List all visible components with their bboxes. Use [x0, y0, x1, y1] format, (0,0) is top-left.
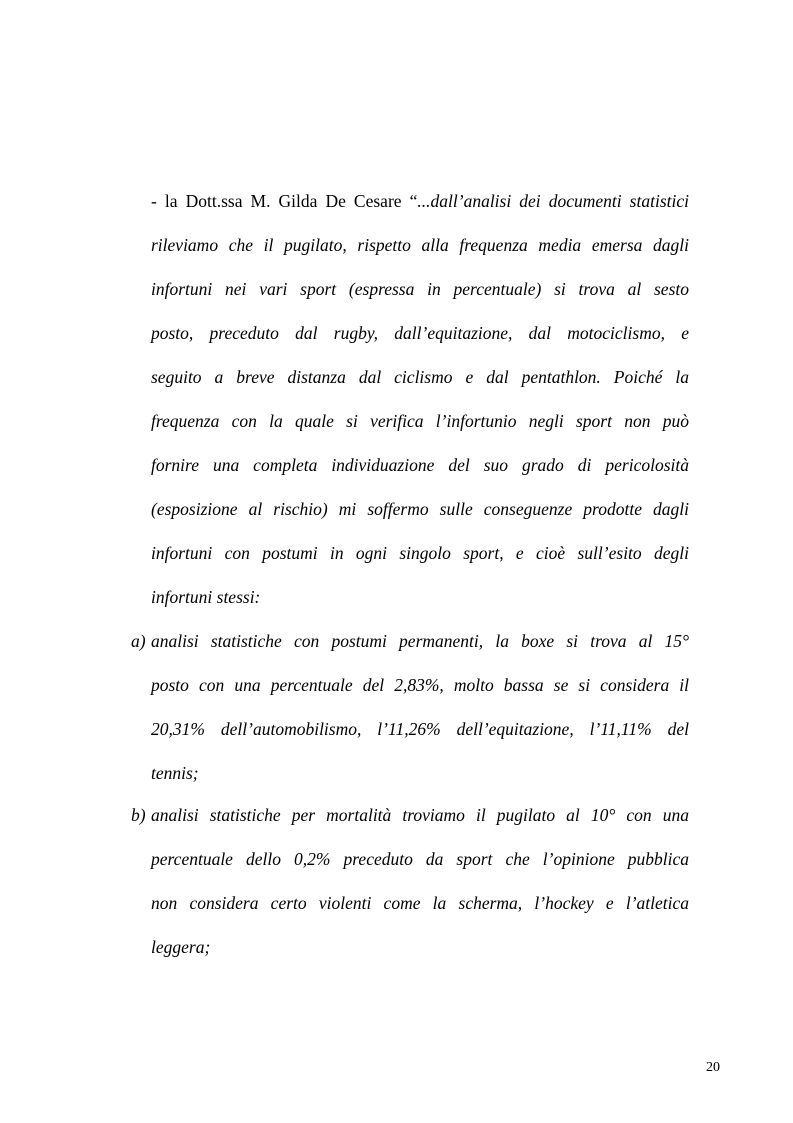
- list-marker: a): [131, 631, 146, 651]
- paragraph-line: posto, preceduto dal rugby, dall’equitazione, dal motociclismo, e: [151, 323, 689, 343]
- paragraph-line: infortuni stessi:: [151, 587, 261, 607]
- list-marker: b): [131, 805, 146, 825]
- list-item-line: percentuale dello 0,2% preceduto da sport che l’opinione pubblica: [151, 849, 689, 869]
- list-item-line: posto con una percentuale del 2,83%, molto bassa se si considera il: [151, 675, 689, 695]
- paragraph-line: infortuni con postumi in ogni singolo sport, e cioè sull’esito degli: [151, 543, 689, 563]
- list-item-line: leggera;: [151, 937, 211, 957]
- quote-text: ...dall’analisi dei documenti statistici: [417, 191, 689, 211]
- paragraph-line: rileviamo che il pugilato, rispetto alla frequenza media emersa dagli: [151, 235, 689, 255]
- paragraph-line: frequenza con la quale si verifica l’infortunio negli sport non può: [151, 411, 689, 431]
- paragraph-line: infortuni nei vari sport (espressa in percentuale) si trova al sesto: [151, 279, 689, 299]
- paragraph-line: fornire una completa individuazione del suo grado di pericolosità: [151, 455, 689, 475]
- list-item-line: 20,31% dell’automobilismo, l’11,26% dell’equitazione, l’11,11% del: [151, 719, 689, 739]
- paragraph-line: [151, 188, 689, 214]
- list-item-line: non considera certo violenti come la scherma, l’hockey e l’atletica: [151, 893, 689, 913]
- paragraph-line: seguito a breve distanza dal ciclismo e dal pentathlon. Poiché la: [151, 367, 689, 387]
- quote-lead: - la Dott.ssa M. Gilda De Cesare “: [151, 191, 418, 211]
- paragraph-line: (esposizione al rischio) mi soffermo sulle conseguenze prodotte dagli: [151, 499, 689, 519]
- page-number: 20: [706, 1060, 720, 1075]
- list-item-line: analisi statistiche per mortalità troviamo il pugilato al 10° con una: [151, 805, 689, 825]
- list-item-line: analisi statistiche con postumi permanenti, la boxe si trova al 15°: [151, 631, 689, 651]
- list-item-line: tennis;: [151, 763, 199, 783]
